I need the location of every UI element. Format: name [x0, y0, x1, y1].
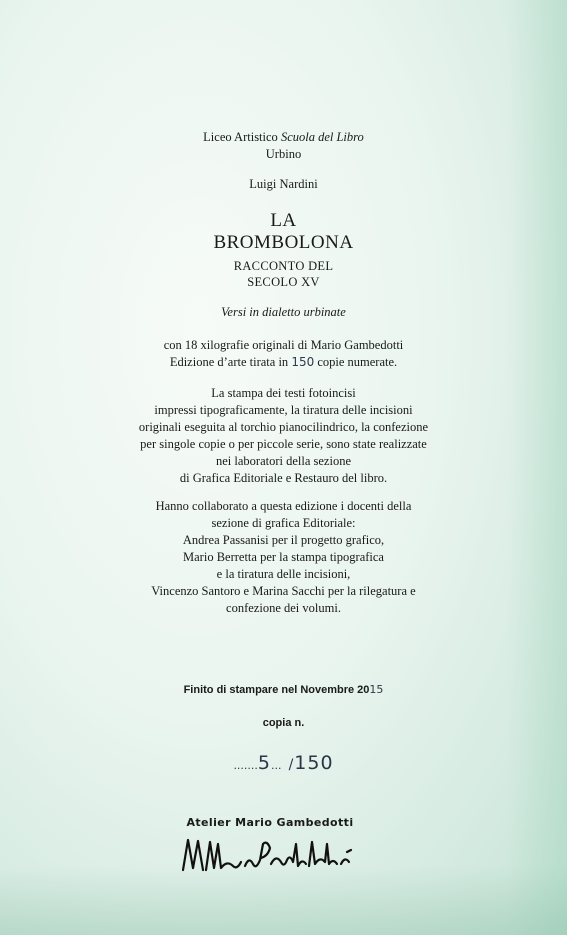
subtitle-line-2: SECOLO XV — [247, 275, 320, 289]
printing-line: per singole copie o per piccole serie, sono state realizzate — [140, 437, 427, 451]
credits-line: Andrea Passanisi per il progetto grafico, — [182, 533, 385, 547]
school-prefix: Liceo Artistico — [203, 130, 278, 144]
finished-printing-line — [0, 683, 567, 697]
copy-dots-left: ....... — [233, 759, 258, 772]
copy-number-field — [0, 752, 567, 774]
printing-line: originali eseguita al torchio pianocilindrico, la confezione — [138, 420, 429, 434]
school-line — [0, 129, 567, 146]
edition-line-2 — [0, 354, 567, 371]
handwritten-copies-count: 150 — [291, 355, 315, 369]
copy-label: copia n. — [262, 717, 305, 729]
copy-separator: / — [288, 757, 295, 773]
atelier-name: Atelier Mario Gambedotti — [186, 816, 354, 829]
verse-note-block — [0, 304, 567, 321]
credits-line: Mario Berretta per la stampa tipografica — [183, 550, 384, 564]
credits-line: confezione dei volumi. — [226, 601, 341, 615]
copy-number: 5 — [257, 752, 272, 774]
artist-signature — [175, 830, 375, 880]
city: Urbino — [265, 147, 302, 161]
finished-printing-text: Finito di stampare nel Novembre 20 — [183, 684, 370, 696]
credits-line: Vincenzo Santoro e Marina Sacchi per la rilegatura e — [151, 584, 416, 598]
title-block — [0, 210, 567, 254]
credits-line: Hanno collaborato a questa edizione i docenti della — [155, 499, 412, 513]
edition-block — [0, 337, 567, 371]
school-name: Scuola del Libro — [280, 130, 364, 144]
credits-line: e la tiratura delle incisioni, — [216, 567, 351, 581]
subtitle-block — [0, 258, 567, 290]
finished-printing-block — [0, 683, 567, 697]
printing-line: impressi tipograficamente, la tiratura delle incisioni — [154, 403, 413, 417]
edition-line-1: con 18 xilografie originali di Mario Gambedotti — [163, 338, 404, 352]
school-header — [0, 129, 567, 163]
author-block — [0, 176, 567, 193]
subtitle-line-1: RACCONTO DEL — [233, 259, 334, 273]
author-name: Luigi Nardini — [249, 177, 318, 191]
edition-line-2-before: Edizione d’arte tirata in — [169, 355, 289, 369]
verse-note: Versi in dialetto urbinate — [221, 305, 346, 319]
credits-line: sezione di grafica Editoriale: — [211, 516, 356, 530]
printing-info-block — [0, 385, 567, 487]
title-line-1: LA — [270, 210, 297, 231]
copy-label-block — [0, 716, 567, 730]
title-line-2: BROMBOLONA — [213, 232, 354, 253]
printing-line: nei laboratori della sezione — [215, 454, 351, 468]
copy-dots-mid: ... — [271, 759, 282, 772]
copy-total: 150 — [294, 752, 334, 774]
credits-block — [0, 498, 567, 617]
printing-line: di Grafica Editoriale e Restauro del libro. — [179, 471, 388, 485]
printing-line: La stampa dei testi fotoincisi — [211, 386, 356, 400]
edition-line-2-after: copie numerate. — [317, 355, 398, 369]
handwritten-year: 15 — [369, 683, 384, 696]
